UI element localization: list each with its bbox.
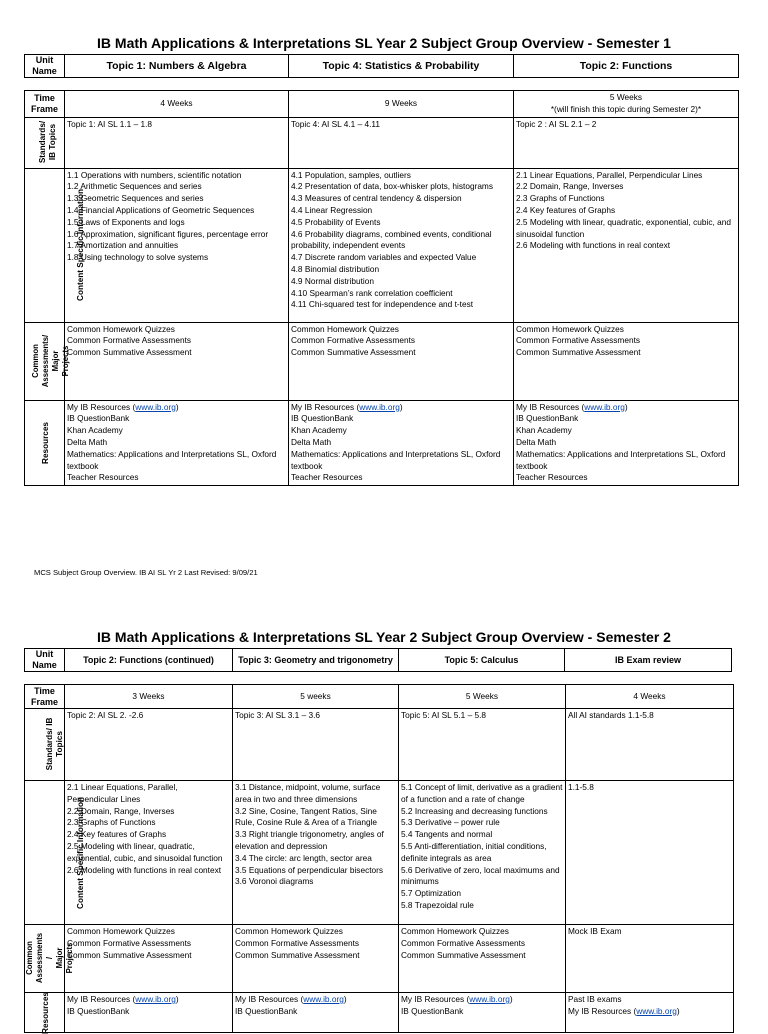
list-item: 3.6 Voronoi diagrams <box>235 876 314 887</box>
sem1-unit-1: Topic 1: Numbers & Algebra <box>65 55 289 78</box>
list-item: My IB Resources (www.ib.org) <box>401 994 513 1004</box>
list-item: Common Summative Assessment <box>401 949 526 960</box>
list-item: Khan Academy <box>516 425 572 436</box>
list-item: Mock IB Exam <box>568 926 622 936</box>
assessments-label: Common Assessments/ Major Projects <box>25 322 65 400</box>
unit-name-label: Unit Name <box>25 649 65 672</box>
sem2-resources-4 <box>566 993 734 1033</box>
standards-label: Standards/ IB Topics <box>25 117 65 168</box>
list-item: 4.6 Probability diagrams, combined events, conditional probability, independent events <box>291 228 492 251</box>
ib-link[interactable]: www.ib.org <box>469 994 510 1004</box>
sem1-detail-table <box>24 90 739 486</box>
sem2-standards-1: Topic 2: AI SL 2. -2.6 <box>65 709 233 781</box>
list-item: IB QuestionBank <box>516 413 579 424</box>
list-item: 1.2 Arithmetic Sequences and series <box>67 181 202 192</box>
sem2-unit-3: Topic 5: Calculus <box>399 649 565 672</box>
list-item: 2.4 Key features of Graphs <box>67 829 167 840</box>
list-item: 2.4 Key features of Graphs <box>516 204 616 215</box>
ib-link[interactable]: www.ib.org <box>135 401 176 412</box>
list-item: 5.3 Derivative – power rule <box>401 817 500 828</box>
sem2-standards-4: All AI standards 1.1-5.8 <box>566 709 734 781</box>
sem2-detail-table <box>24 684 734 1033</box>
resources-label: Resources <box>25 400 65 486</box>
sem1-assessments-3 <box>514 322 739 400</box>
list-item: 2.2 Domain, Range, Inverses <box>516 181 624 192</box>
list-item: Common Summative Assessment <box>67 949 192 960</box>
standards-label: Standards/ IB Topics <box>25 709 65 781</box>
ib-link[interactable]: www.ib.org <box>303 994 344 1004</box>
list-item: 4.1 Population, samples, outliers <box>291 169 411 180</box>
list-item: Common Summative Assessment <box>291 347 416 358</box>
page-footer: MCS Subject Group Overview. IB AI SL Yr 2 Last Revised: 9/09/21 <box>34 568 258 577</box>
sem1-time-2: 9 Weeks <box>289 91 514 118</box>
ib-link[interactable]: www.ib.org <box>584 401 625 412</box>
ib-link[interactable]: www.ib.org <box>359 401 400 412</box>
list-item: Delta Math <box>67 436 108 447</box>
list-item: 5.7 Optimization <box>401 888 461 899</box>
sem2-time-4: 4 Weeks <box>566 685 734 709</box>
sem2-content-4 <box>566 781 734 925</box>
list-item: Common Formative Assessments <box>235 937 360 948</box>
ib-link[interactable]: www.ib.org <box>135 994 176 1004</box>
sem1-content-3 <box>514 168 739 322</box>
list-item: 3.1 Distance, midpoint, volume, surface area in two and three dimensions <box>235 782 381 804</box>
list-item: IB QuestionBank <box>235 1005 298 1016</box>
sem1-content-2 <box>289 168 514 322</box>
sem1-resources-3 <box>514 400 739 486</box>
list-item: Past IB exams <box>568 994 622 1004</box>
list-item: 4.7 Discrete random variables and expected Value <box>291 252 477 263</box>
list-item: 4.3 Measures of central tendency & dispersion <box>291 193 462 204</box>
list-item: My IB Resources (www.ib.org) <box>235 994 347 1004</box>
sem1-unit-2: Topic 4: Statistics & Probability <box>289 55 514 78</box>
sem1-standards-2: Topic 4: AI SL 4.1 – 4.11 <box>289 117 514 168</box>
sem2-unit-1: Topic 2: Functions (continued) <box>65 649 233 672</box>
list-item: My IB Resources (www.ib.org) <box>67 401 179 412</box>
list-item: 5.6 Derivative of zero, local maximums and minimums <box>401 864 560 887</box>
sem1-unit-table <box>24 54 739 78</box>
list-item: Common Formative Assessments <box>67 937 192 948</box>
list-item: 3.3 Right triangle trigonometry, angles of elevation and depression <box>235 829 384 851</box>
list-item: 1.1-5.8 <box>568 782 594 792</box>
list-item: IB QuestionBank <box>401 1005 464 1016</box>
sem1-resources-1 <box>65 400 289 486</box>
sem2-unit-4: IB Exam review <box>565 649 732 672</box>
list-item: Common Formative Assessments <box>516 335 641 346</box>
content-label: Content Specific Information <box>25 781 65 925</box>
sem1-time-3-note: *(will finish this topic during Semester 2)* <box>550 103 702 114</box>
sem1-standards-3: Topic 2 : AI SL 2.1 – 2 <box>514 117 739 168</box>
list-item: 2.1 Linear Equations, Parallel, Perpendicular Lines <box>516 169 703 180</box>
sem2-assessments-4 <box>566 925 734 993</box>
sem2-time-3: 5 Weeks <box>399 685 566 709</box>
list-item: Common Homework Quizzes <box>401 926 509 936</box>
list-item: 5.8 Trapezoidal rule <box>401 899 474 910</box>
list-item: 2.5 Modeling with linear, quadratic, exponential, cubic, and sinusoidal function <box>516 216 731 239</box>
list-item: 2.5 Modeling with linear, quadratic, exponential, cubic, and sinusoidal function <box>67 840 223 863</box>
list-item: My IB Resources (www.ib.org) <box>516 401 628 412</box>
list-item: Teacher Resources <box>291 472 363 483</box>
sem2-unit-table <box>24 648 732 672</box>
list-item: 1.8 Using technology to solve systems <box>67 252 209 263</box>
list-item: 4.5 Probability of Events <box>291 216 381 227</box>
list-item: 3.4 The circle: arc length, sector area <box>235 852 372 863</box>
list-item: IB QuestionBank <box>67 1005 130 1016</box>
ib-link[interactable]: www.ib.org <box>636 1005 677 1016</box>
sem1-unit-3: Topic 2: Functions <box>514 55 739 78</box>
time-frame-label: Time Frame <box>25 685 65 709</box>
assessments-label: Common Assessments / Major Projects <box>25 925 65 993</box>
sem2-content-3 <box>399 781 566 925</box>
list-item: Teacher Resources <box>516 472 588 483</box>
list-item: IB QuestionBank <box>291 413 354 424</box>
list-item: 5.2 Increasing and decreasing functions <box>401 805 548 816</box>
list-item: 4.10 Spearman’s rank correlation coefficient <box>291 287 453 298</box>
sem1-time-3 <box>514 91 739 118</box>
sem2-unit-2: Topic 3: Geometry and trigonometry <box>233 649 399 672</box>
sem2-content-1 <box>65 781 233 925</box>
sem2-resources-3 <box>399 993 566 1033</box>
list-item: Mathematics: Applications and Interpretations SL, Oxford textbook <box>291 448 501 471</box>
sem1-assessments-2 <box>289 322 514 400</box>
list-item: 1.7 Amortization and annuities <box>67 240 179 251</box>
sem1-assessments-1 <box>65 322 289 400</box>
list-item: 5.4 Tangents and normal <box>401 829 493 840</box>
list-item: 5.1 Concept of limit, derivative as a gradient of a function and a rate of change <box>401 782 563 804</box>
sem2-standards-2: Topic 3: AI SL 3.1 – 3.6 <box>233 709 399 781</box>
sem2-time-1: 3 Weeks <box>65 685 233 709</box>
list-item: Delta Math <box>291 436 332 447</box>
resources-label: Resources <box>25 993 65 1033</box>
list-item: Common Homework Quizzes <box>291 323 399 334</box>
list-item: 2.3 Graphs of Functions <box>516 193 605 204</box>
list-item: 1.6 Approximation, significant figures, percentage error <box>67 228 269 239</box>
sem2-assessments-1 <box>65 925 233 993</box>
list-item: Common Formative Assessments <box>401 937 526 948</box>
semester1-title: IB Math Applications & Interpretations SL Year 2 Subject Group Overview - Semester 1 <box>97 35 671 51</box>
sem1-standards-1: Topic 1: AI SL 1.1 – 1.8 <box>65 117 289 168</box>
list-item: 2.1 Linear Equations, Parallel, Perpendicular Lines <box>67 782 178 804</box>
list-item: 4.2 Presentation of data, box-whisker plots, histograms <box>291 181 493 192</box>
list-item: Common Formative Assessments <box>291 335 416 346</box>
list-item: Common Homework Quizzes <box>67 926 175 936</box>
list-item: Mathematics: Applications and Interpretations SL, Oxford textbook <box>516 448 726 471</box>
list-item: 4.4 Linear Regression <box>291 204 373 215</box>
list-item: 3.5 Equations of perpendicular bisectors <box>235 864 384 875</box>
list-item: My IB Resources (www.ib.org) <box>67 994 179 1004</box>
list-item: IB QuestionBank <box>67 413 130 424</box>
list-item: 3.2 Sine, Cosine, Tangent Ratios, Sine Rule, Cosine Rule & Area of a Triangle <box>235 805 378 828</box>
list-item: Common Homework Quizzes <box>67 323 175 334</box>
list-item: Common Homework Quizzes <box>516 323 624 334</box>
sem2-resources-2 <box>233 993 399 1033</box>
sem2-standards-3: Topic 5: AI SL 5.1 – 5.8 <box>399 709 566 781</box>
list-item: 4.8 Binomial distribution <box>291 263 380 274</box>
list-item: Teacher Resources <box>67 472 139 483</box>
list-item: Khan Academy <box>67 425 123 436</box>
content-label: Content Specific Information <box>25 168 65 322</box>
time-frame-label: Time Frame <box>25 91 65 118</box>
list-item: Common Homework Quizzes <box>235 926 343 936</box>
semester2-title: IB Math Applications & Interpretations SL Year 2 Subject Group Overview - Semester 2 <box>97 629 671 645</box>
list-item: Mathematics: Applications and Interpretations SL, Oxford textbook <box>67 448 277 471</box>
list-item: 1.5 Laws of Exponents and logs <box>67 216 185 227</box>
list-item: 5.5 Anti-differentiation, initial conditions, definite integrals as area <box>401 840 547 863</box>
list-item: Common Formative Assessments <box>67 335 192 346</box>
sem2-content-2 <box>233 781 399 925</box>
sem1-content-1 <box>65 168 289 322</box>
sem2-resources-1 <box>65 993 233 1033</box>
list-item: 2.6 Modeling with functions in real context <box>67 864 222 875</box>
sem2-time-2: 5 weeks <box>233 685 399 709</box>
sem1-time-3-value: 5 Weeks <box>609 92 643 102</box>
list-item: Common Summative Assessment <box>516 347 641 358</box>
list-item: My IB Resources (www.ib.org) <box>291 401 403 412</box>
list-item: Khan Academy <box>291 425 347 436</box>
unit-name-label: Unit Name <box>25 55 65 78</box>
sem1-resources-2 <box>289 400 514 486</box>
list-item: 4.11 Chi-squared test for independence and t-test <box>291 299 474 310</box>
list-item: Common Summative Assessment <box>235 949 360 960</box>
list-item: 1.3 Geometric Sequences and series <box>67 193 204 204</box>
list-item: Delta Math <box>516 436 557 447</box>
sem2-assessments-2 <box>233 925 399 993</box>
sem1-time-1: 4 Weeks <box>65 91 289 118</box>
sem2-assessments-3 <box>399 925 566 993</box>
list-item: 2.6 Modeling with functions in real context <box>516 240 671 251</box>
list-item: 1.4 Financial Applications of Geometric Sequences <box>67 204 255 215</box>
list-item: 1.1 Operations with numbers, scientific notation <box>67 169 242 180</box>
list-item: 2.3 Graphs of Functions <box>67 817 156 828</box>
list-item: Common Summative Assessment <box>67 347 192 358</box>
list-item: My IB Resources (www.ib.org) <box>568 1005 680 1016</box>
list-item: 2.2 Domain, Range, Inverses <box>67 805 175 816</box>
list-item: 4.9 Normal distribution <box>291 275 375 286</box>
